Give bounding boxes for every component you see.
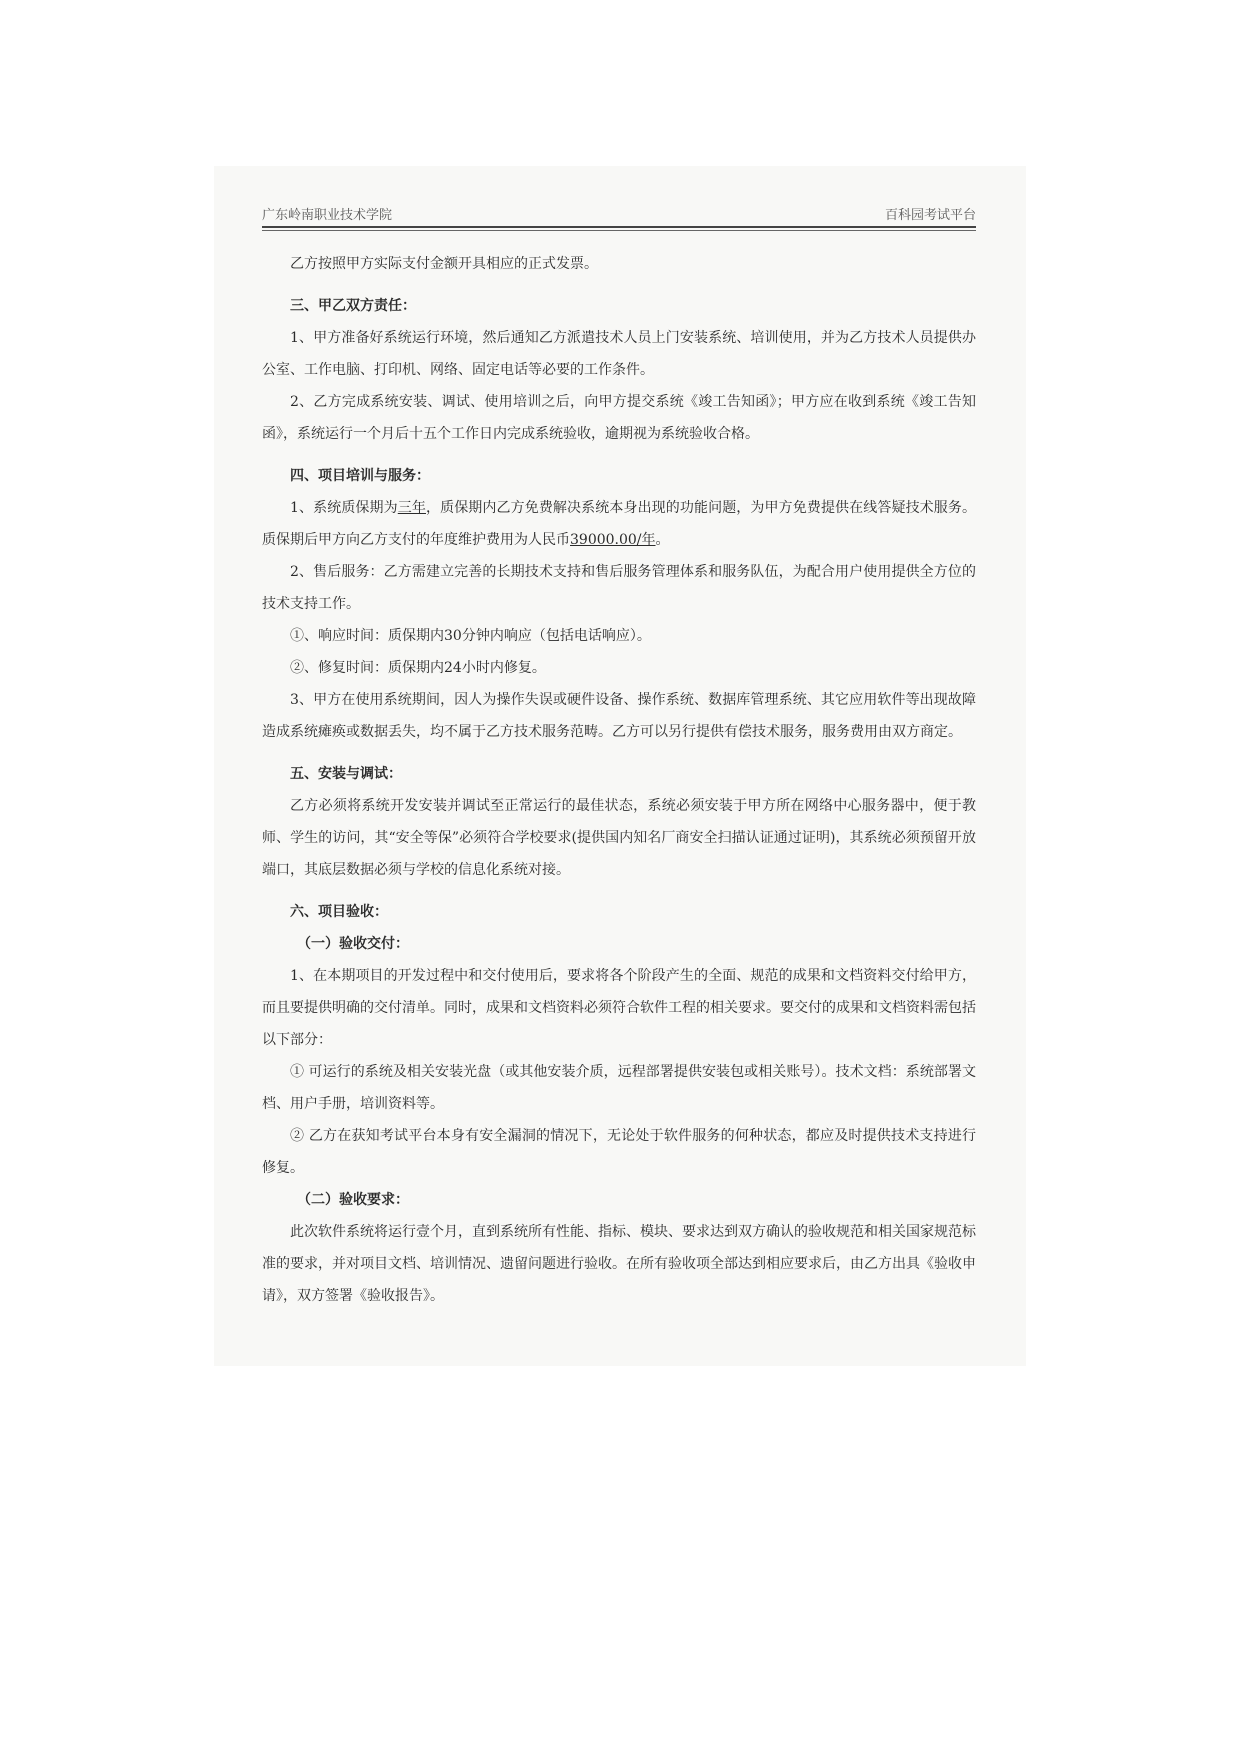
- list-item: ②、修复时间：质保期内24小时内修复。: [290, 660, 546, 676]
- section-heading-4: 四、项目培训与服务：: [290, 468, 430, 484]
- paragraph: 2、售后服务：乙方需建立完善的长期技术支持和售后服务管理体系和服务队伍，为配合用户使用提供全方位的技术支持工作。: [262, 564, 976, 612]
- text-run: 。: [655, 532, 670, 548]
- paragraph: 此次软件系统将运行壹个月，直到系统所有性能、指标、模块、要求达到双方确认的验收规范和相关国家规范标准的要求，并对项目文档、培训情况、遗留问题进行验收。在所有验收项全部达到相应要求后，由乙方出具《验收申请》，双方签署《验收报告》。: [262, 1224, 976, 1304]
- paragraph-warranty: [262, 492, 976, 556]
- header-institution: 广东岭南职业技术学院: [262, 208, 393, 223]
- section-heading-6: 六、项目验收：: [290, 904, 388, 920]
- warranty-period: 三年: [397, 500, 426, 516]
- text-run: ，质保期内乙方免费解决系统本身出现的功能问题，为甲方免费提供在线答疑技术服务。质保期后甲方向乙方支付的年度维护费用为人民币: [262, 500, 977, 548]
- header-platform: 百科园考试平台: [884, 208, 976, 223]
- list-item: ② 乙方在获知考试平台本身有安全漏洞的情况下，无论处于软件服务的何种状态，都应及时提供技术支持进行修复。: [262, 1128, 976, 1176]
- page-header: [262, 196, 976, 228]
- paragraph: 1、甲方准备好系统运行环境，然后通知乙方派遣技术人员上门安装系统、培训使用，并为乙方技术人员提供办公室、工作电脑、打印机、网络、固定电话等必要的工作条件。: [262, 330, 976, 378]
- paragraph: 3、甲方在使用系统期间，因人为操作失误或硬件设备、操作系统、数据库管理系统、其它应用软件等出现故障造成系统瘫痪或数据丢失，均不属于乙方技术服务范畴。乙方可以另行提供有偿技术服务，服务费用由双方商定。: [262, 692, 976, 740]
- paragraph: 乙方按照甲方实际支付金额开具相应的正式发票。: [290, 256, 598, 272]
- subsection-heading: （一）验收交付：: [297, 936, 409, 952]
- document-page: [262, 196, 976, 1312]
- section-heading-5: 五、安装与调试：: [290, 766, 402, 782]
- list-item: ① 可运行的系统及相关安装光盘（或其他安装介质，远程部署提供安装包或相关账号）。技术文档：系统部署文档、用户手册，培训资料等。: [262, 1064, 976, 1112]
- text-run: 1、系统质保期为: [290, 500, 398, 516]
- document-body: [262, 248, 976, 1312]
- paragraph: 1、在本期项目的开发过程中和交付使用后，要求将各个阶段产生的全面、规范的成果和文档资料交付给甲方，而且要提供明确的交付清单。同时，成果和文档资料必须符合软件工程的相关要求。要交付的成果和文档资料需包括以下部分：: [262, 968, 976, 1048]
- list-item: ①、响应时间：质保期内30分钟内响应（包括电话响应）。: [290, 628, 651, 644]
- maintenance-fee: 39000.00/年: [570, 532, 656, 548]
- section-heading-3: 三、甲乙双方责任：: [290, 298, 416, 314]
- paragraph: 2、乙方完成系统安装、调试、使用培训之后，向甲方提交系统《竣工告知函》；甲方应在收到系统《竣工告知函》，系统运行一个月后十五个工作日内完成系统验收，逾期视为系统验收合格。: [262, 394, 976, 442]
- subsection-heading: （二）验收要求：: [297, 1192, 409, 1208]
- paragraph: 乙方必须将系统开发安装并调试至正常运行的最佳状态，系统必须安装于甲方所在网络中心服务器中，便于教师、学生的访问，其“安全等保”必须符合学校要求(提供国内知名厂商安全扫描认证通过证明)，其系统必须预留开放端口，其底层数据必须与学校的信息化系统对接。: [262, 798, 976, 878]
